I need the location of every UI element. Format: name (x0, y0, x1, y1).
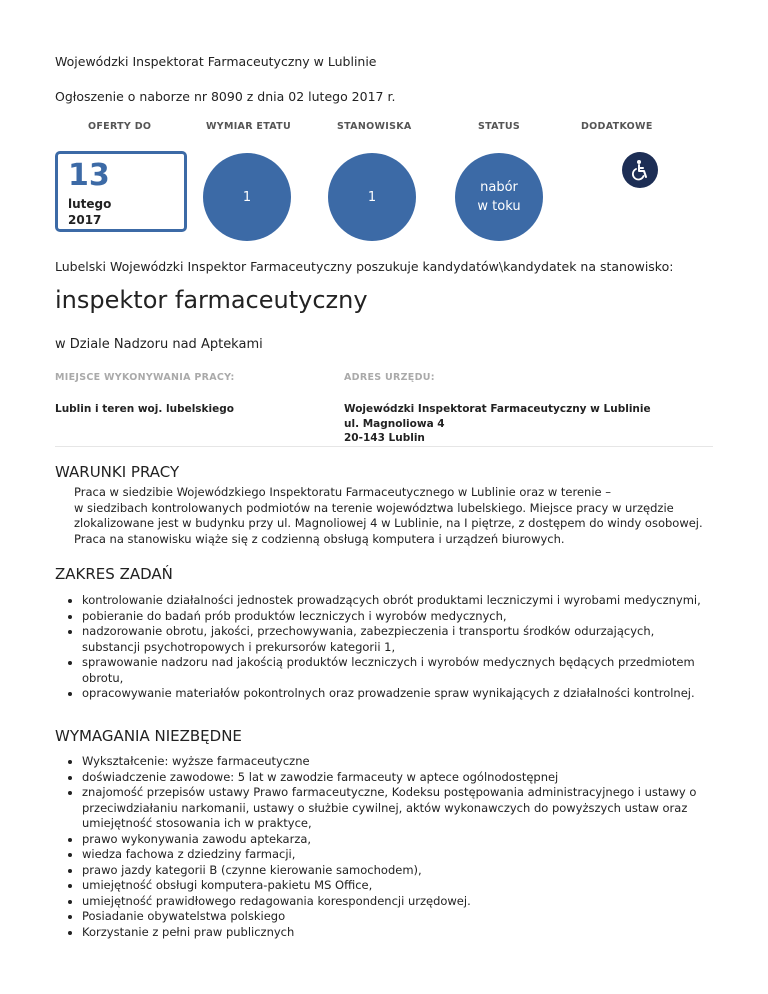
deadline-year: 2017 (68, 213, 102, 227)
place-value: Lublin i teren woj. lubelskiego (55, 403, 234, 415)
deadline-month-year (68, 196, 111, 228)
place-label: MIEJSCE WYKONYWANIA PRACY: (55, 372, 235, 383)
address-line-2: ul. Magnoliowa 4 (344, 417, 445, 430)
address-line-1: Wojewódzki Inspektorat Farmaceutyczny w Lublinie (344, 403, 651, 415)
requirements-list (55, 754, 715, 940)
header-workload: WYMIAR ETATU (206, 121, 291, 132)
list-item: • umiejętność obsługi komputera-pakietu MS Office, (82, 878, 715, 894)
list-item: • prawo wykonywania zawodu aptekarza, (82, 832, 715, 848)
list-item: • Posiadanie obywatelstwa polskiego (82, 909, 715, 925)
header-positions: STANOWISKA (337, 121, 412, 132)
work-conditions-line: w siedzibach kontrolowanych podmiotów na terenie województwa lubelskiego. Miejsce pracy w urzędzie (74, 500, 674, 515)
institution-name: Wojewódzki Inspektorat Farmaceutyczny w Lublinie (55, 54, 377, 69)
status-circle (455, 153, 543, 241)
address-line-3: 20-143 Lublin (344, 432, 425, 444)
list-item: • Korzystanie z pełni praw publicznych (82, 925, 715, 941)
positions-value: 1 (367, 189, 377, 205)
work-conditions-line: Praca na stanowisku wiąże się z codzienną obsługą komputera i urządzeń biurowych. (74, 531, 565, 546)
workload-value: 1 (242, 189, 252, 205)
announcement-number: Ogłoszenie o naborze nr 8090 z dnia 02 lutego 2017 r. (55, 89, 396, 104)
list-item: • prawo jazdy kategorii B (czynne kierowanie samochodem), (82, 863, 715, 879)
deadline-month: lutego (68, 197, 112, 211)
status-line-2: w toku (477, 199, 521, 214)
requirements-title: WYMAGANIA NIEZBĘDNE (55, 727, 242, 745)
list-item: • pobieranie do badań prób produktów leczniczych i wyrobów medycznych, (82, 609, 715, 625)
header-offers-until: OFERTY DO (88, 121, 152, 132)
wheelchair-icon (622, 152, 658, 188)
list-item: • doświadczenie zawodowe: 5 lat w zawodzie farmaceuty w aptece ogólnodostępnej (82, 770, 715, 786)
position-title: inspektor farmaceutyczny (55, 286, 368, 314)
header-additional: DODATKOWE (581, 121, 653, 132)
list-item: • umiejętność prawidłowego redagowania korespondencji urzędowej. (82, 894, 715, 910)
header-status: STATUS (478, 121, 521, 132)
duties-title: ZAKRES ZADAŃ (55, 565, 173, 583)
list-item: • wiedza fachowa z dziedziny farmacji, (82, 847, 715, 863)
positions-circle (328, 153, 416, 241)
divider (55, 446, 713, 447)
department: w Dziale Nadzoru nad Aptekami (55, 337, 263, 352)
work-conditions-title: WARUNKI PRACY (55, 463, 180, 481)
list-item: • sprawowanie nadzoru nad jakością produktów leczniczych i wyrobów medycznych będących przedmiotem obrotu, (82, 655, 715, 686)
duties-list (55, 593, 715, 702)
work-conditions-line: Praca w siedzibie Wojewódzkiego Inspektoratu Farmaceutycznego w Lublinie oraz w terenie – (74, 485, 612, 499)
address-value (344, 402, 651, 446)
deadline-day: 13 (68, 158, 110, 193)
status-line-1: nabór (480, 180, 518, 195)
list-item: • kontrolowanie działalności jednostek prowadzących obrót produktami leczniczymi i wyrobami medycznymi, (82, 593, 715, 609)
workload-circle (203, 153, 291, 241)
address-label: ADRES URZĘDU: (344, 372, 435, 383)
list-item: • Wykształcenie: wyższe farmaceutyczne (82, 754, 715, 770)
lead-text: Lubelski Wojewódzki Inspektor Farmaceutyczny poszukuje kandydatów\kandydatek na stanowisko: (55, 259, 674, 274)
list-item: • znajomość przepisów ustawy Prawo farmaceutyczne, Kodeksu postępowania administracyjnego i ustawy o przeciwdziałaniu narkomanii, ustawy o służbie cywilnej, aktów wykonawczych do powyższych ustaw oraz umiejętność stosowania ich w praktyce, (82, 785, 715, 832)
list-item: • opracowywanie materiałów pokontrolnych oraz prowadzenie spraw wynikających z działalności kontrolnej. (82, 686, 715, 702)
work-conditions-line: zlokalizowane jest w budynku przy ul. Magnoliowej 4 w Lublinie, na I piętrze, z dostępem do windy osobowej. (74, 516, 703, 530)
list-item: • nadzorowanie obrotu, jakości, przechowywania, zabezpieczenia i transportu środków odurzających, substancji psychotropowych i prekursorów kategorii 1, (82, 624, 715, 655)
deadline-date-box (55, 151, 187, 232)
work-conditions-text (74, 485, 714, 547)
